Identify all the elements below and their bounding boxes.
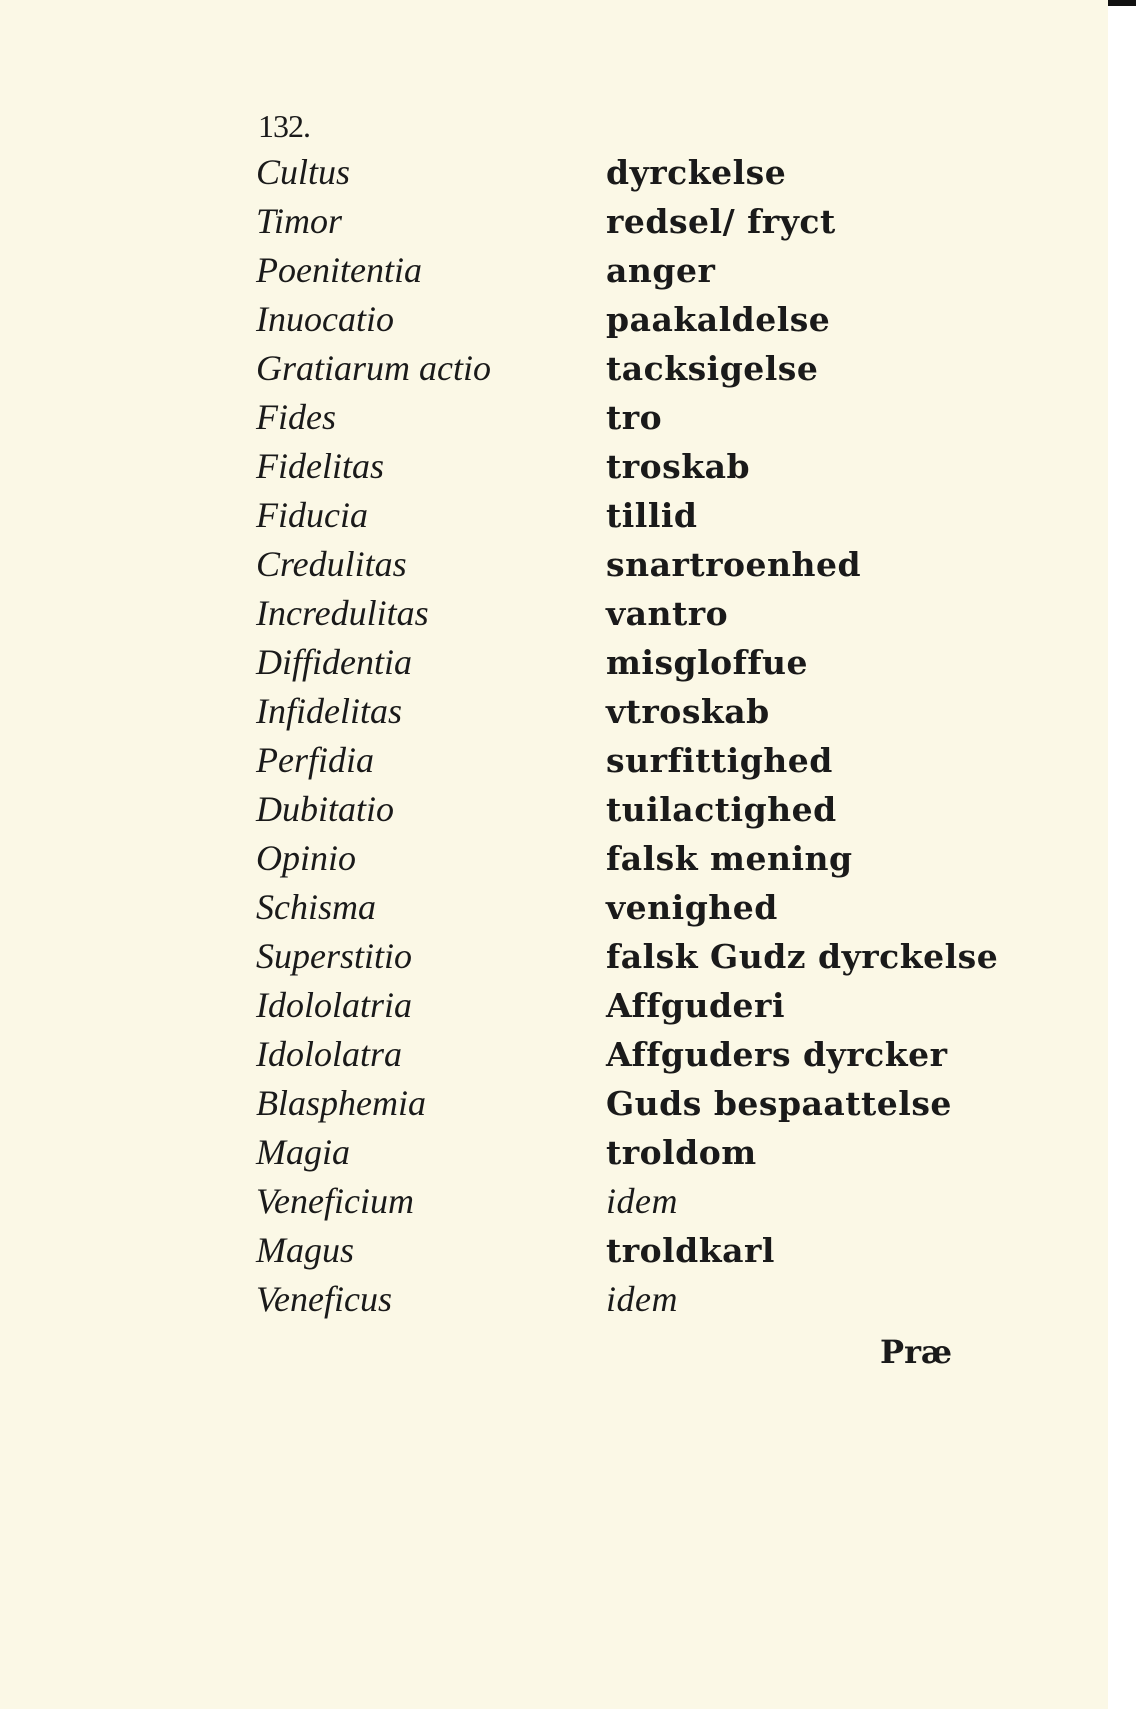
vernacular-term: redsel/ fryct [606,202,836,241]
glossary-entry [256,295,1016,344]
glossary-entry [256,442,1016,491]
latin-term: Blasphemia [256,1083,426,1123]
glossary-entry [256,834,1016,883]
vernacular-term: vtroskab [606,692,770,731]
glossary-entry [256,393,1016,442]
glossary-entry [256,1226,1016,1275]
catchword: Præ [880,1333,953,1371]
latin-term: Poenitentia [256,250,422,290]
glossary-entry [256,1079,1016,1128]
latin-term: Perfidia [256,740,374,780]
vernacular-term: anger [606,251,716,290]
latin-term: Timor [256,201,343,241]
vernacular-term: tuilactighed [606,790,837,829]
glossary-entry [256,687,1016,736]
glossary-entry [256,344,1016,393]
glossary-entry [256,736,1016,785]
glossary-entry [256,197,1016,246]
vernacular-term: troldom [606,1133,757,1172]
latin-term: Magia [256,1132,350,1172]
latin-term: Idololatra [256,1034,403,1074]
glossary-entry [256,1275,1016,1324]
latin-term: Fiducia [256,495,368,535]
glossary-entry [256,1128,1016,1177]
latin-term: Idololatria [256,985,413,1025]
latin-term: Magus [256,1230,354,1270]
vernacular-term: misgloffue [606,643,809,682]
vernacular-term: tro [606,398,663,437]
latin-term: Veneficium [256,1181,414,1221]
latin-term: Cultus [256,152,351,192]
glossary-entry [256,148,1016,197]
latin-term: Fides [256,397,336,437]
vernacular-term: idem [606,1181,678,1221]
latin-term: Dubitatio [256,789,395,829]
latin-term: Opinio [256,838,357,878]
latin-term: Credulitas [256,544,407,584]
vernacular-term: tillid [606,496,698,535]
vernacular-term: Guds bespaattelse [606,1084,952,1123]
glossary-entry [256,540,1016,589]
scan-edge-mark [1108,0,1136,6]
vernacular-term: venighed [606,888,778,927]
glossary-list [256,148,1016,1324]
vernacular-term: falsk mening [606,839,853,878]
latin-term: Superstitio [256,936,413,976]
glossary-entry [256,981,1016,1030]
vernacular-term: surfittighed [606,741,833,780]
latin-term: Gratiarum actio [256,348,492,388]
latin-term: Veneficus [256,1279,392,1319]
vernacular-term: vantro [606,594,729,633]
scan-margin [1108,0,1136,1709]
vernacular-term: troldkarl [606,1231,775,1270]
glossary-entry [256,785,1016,834]
glossary-entry [256,1030,1016,1079]
page-number: 132. [258,108,310,144]
vernacular-term: snartroenhed [606,545,862,584]
latin-term: Inuocatio [256,299,394,339]
glossary-entry [256,638,1016,687]
glossary-entry [256,1177,1016,1226]
latin-term: Diffidentia [256,642,412,682]
glossary-entry [256,246,1016,295]
vernacular-term: Affguderi [606,986,785,1025]
vernacular-term: paakaldelse [606,300,831,339]
vernacular-term: troskab [606,447,751,486]
latin-term: Infidelitas [256,691,402,731]
glossary-entry [256,883,1016,932]
vernacular-term: tacksigelse [606,349,819,388]
latin-term: Fidelitas [256,446,384,486]
latin-term: Schisma [256,887,376,927]
glossary-entry [256,589,1016,638]
glossary-entry [256,491,1016,540]
glossary-entry [256,932,1016,981]
latin-term: Incredulitas [256,593,429,633]
vernacular-term: falsk Gudz dyrckelse [606,937,999,976]
vernacular-term: idem [606,1279,678,1319]
vernacular-term: Affguders dyrcker [606,1035,948,1074]
vernacular-term: dyrckelse [606,153,787,192]
